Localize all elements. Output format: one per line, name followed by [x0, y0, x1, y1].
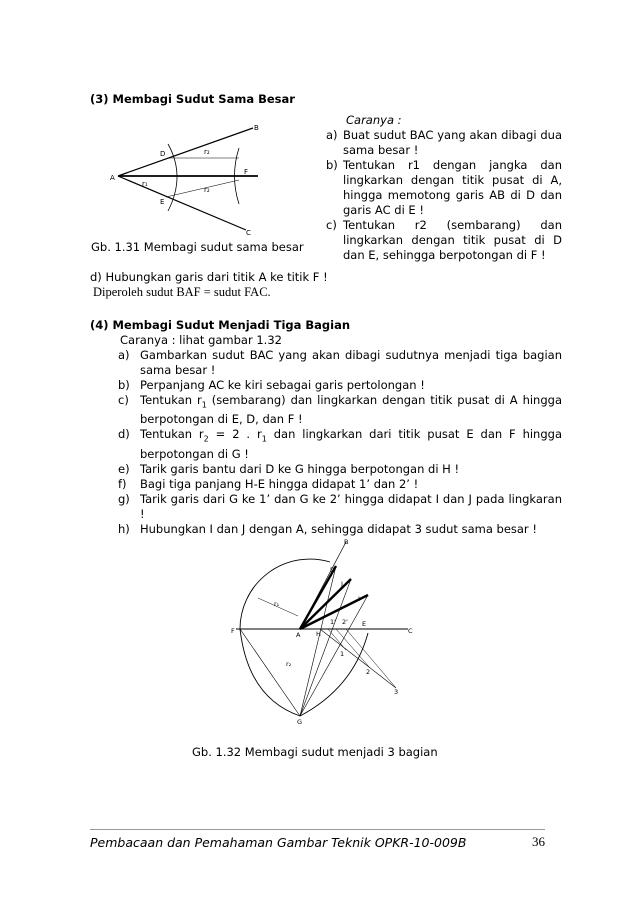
line-gd	[300, 566, 336, 716]
section-3-steps	[326, 113, 562, 263]
footer-title: Pembacaan dan Pemahaman Gambar Teknik OPKR-10-009B	[90, 835, 467, 850]
step-4g: g) Tarik garis dari G ke 1’ dan G ke 2’ hingga didapat I dan J pada lingkaran !	[118, 491, 562, 521]
label-b: B	[344, 538, 349, 546]
section-3-heading: (3) Membagi Sudut Sama Besar	[90, 92, 295, 106]
figure-1-31-caption: Gb. 1.31 Membagi sudut sama besar	[91, 240, 304, 254]
step-3-result: Diperoleh sudut BAF = sudut FAC.	[93, 285, 271, 299]
step-4e: e) Tarik garis bantu dari D ke G hingga berpotongan di H !	[118, 461, 460, 476]
step-4h: h) Hubungkan I dan J dengan A, sehingga didapat 3 sudut sama besar !	[118, 521, 537, 536]
label-c: C	[408, 627, 413, 635]
label-1: 1	[340, 650, 345, 658]
figure-1-32	[228, 538, 424, 726]
label-e: E	[362, 620, 367, 628]
label-r2: r₂	[286, 660, 292, 668]
label-a: A	[110, 174, 115, 182]
page-number: 36	[532, 834, 545, 849]
step-3c: c) Tentukan r2 (sembarang) dan lingkarkan dengan titik pusat di D dan E, sehingga berpotongan di F !	[326, 218, 562, 262]
label-f: F	[244, 168, 249, 176]
step-4a: a) Gambarkan sudut BAC yang akan dibagi sudutnya menjadi tiga bagian sama besar !	[118, 348, 562, 377]
label-j: J	[341, 580, 343, 588]
figure-1-32-caption: Gb. 1.32 Membagi sudut menjadi 3 bagian	[192, 745, 438, 759]
line-divide	[320, 629, 396, 688]
step-3a: a) Buat sudut BAC yang akan dibagi dua sama besar !	[326, 128, 562, 157]
footer-divider	[90, 829, 545, 830]
figure-1-31	[108, 118, 268, 236]
step-4b: b) Perpanjang AC ke kiri sebagai garis pertolongan !	[118, 378, 425, 392]
label-2: 2	[366, 668, 371, 676]
label-e: E	[160, 198, 165, 206]
caranya-label: Caranya :	[346, 113, 402, 127]
label-r1: r₁	[274, 600, 280, 608]
step-4f: f) Bagi tiga panjang H-E hingga didapat 1’ dan 2’ !	[118, 476, 419, 491]
label-h: H	[316, 630, 321, 638]
label-b: B	[254, 124, 259, 132]
section-4-body	[118, 333, 562, 537]
label-i: I	[358, 595, 360, 603]
arc-r1-upper	[240, 559, 330, 629]
label-r2a: r₂	[204, 148, 210, 156]
line-ac	[118, 176, 246, 230]
line-ab	[118, 128, 253, 176]
step-4c: c) Tentukan $r_1$ (sembarang) dan lingkarkan dengan titik pusat di A hingga berpotongan di E, D, dan F !	[118, 393, 562, 427]
label-1p: 1'	[330, 618, 336, 626]
label-r2b: r₂	[204, 186, 210, 194]
label-2p: 2'	[342, 618, 348, 626]
label-a: A	[296, 631, 301, 639]
section-4-heading: (4) Membagi Sudut Menjadi Tiga Bagian	[90, 318, 351, 332]
section-4-intro: Caranya : lihat gambar 1.32	[120, 333, 282, 347]
step-3b: b) Tentukan r1 dengan jangka dan lingkarkan dengan titik pusat di A, hingga memotong garis AB di D dan garis AC di E !	[326, 158, 562, 217]
step-3d: d) Hubungkan garis dari titik A ke titik F !	[90, 270, 328, 284]
label-3: 3	[394, 688, 399, 696]
label-d: D	[160, 150, 166, 158]
label-g: G	[297, 718, 303, 726]
arc-r2	[240, 629, 371, 716]
label-c: C	[246, 229, 251, 236]
label-r1: r₁	[142, 180, 148, 188]
label-f: F	[231, 627, 235, 635]
label-d: D	[330, 566, 336, 574]
line-gf	[240, 629, 300, 716]
step-4d: d) Tentukan $r_2 = 2$ . $r_1$ dan lingkarkan dari titik pusat E dan F hingga berpotongan di G !	[118, 427, 562, 461]
